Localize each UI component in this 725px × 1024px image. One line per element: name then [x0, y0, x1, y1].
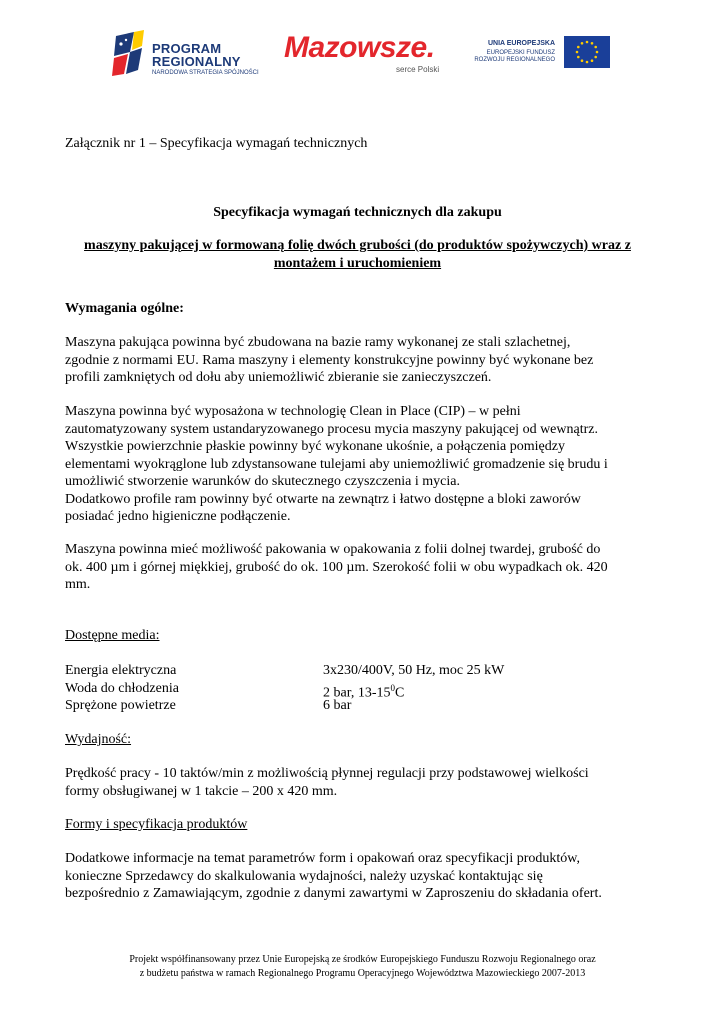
media-value: 2 bar, 13-15 — [323, 685, 391, 701]
eu-logo-line1: UNIA EUROPEJSKA — [487, 40, 555, 47]
paragraph-line: zautomatyzowany system ustandaryzowanego procesu mycia maszyny pakującej od wewnątrz. — [65, 421, 598, 437]
logo-program-line3: NARODOWA STRATEGIA SPÓJNOŚCI — [152, 70, 259, 76]
paragraph-line: zgodnie z normami EU. Rama maszyny i elementy konstrukcyjne powinny być wykonane bez — [65, 352, 594, 368]
program-regionalny-logo-icon — [112, 30, 146, 78]
logo-program-line2: REGIONALNY — [152, 54, 241, 69]
header-logos — [0, 28, 725, 88]
logo-program-line1: PROGRAM — [152, 41, 222, 56]
paragraph-line: Maszyna powinna być wyposażona w technologię Clean in Place (CIP) – w pełni — [65, 404, 521, 419]
mazowsze-logo-word: Mazowsze. — [284, 31, 435, 64]
program-regionalny-logo — [112, 28, 272, 84]
media-row-water — [65, 680, 179, 698]
general-requirements-heading: Wymagania ogólne: — [65, 301, 184, 316]
mazowsze-logo — [284, 32, 448, 82]
paragraph-line: umożliwić stworzenie warunków do skutecznego czyszczenia i mycia. — [65, 474, 460, 489]
degree-superscript: 0 — [390, 682, 395, 693]
media-row-air — [65, 697, 176, 715]
document-subtitle-line1: maszyny pakującej w formowaną folię dwóch grubości (do produktów spożywczych) wraz z — [84, 238, 631, 253]
paragraph-line: posiadać jedno higieniczne podłączenie. — [65, 509, 291, 524]
paragraph-line: Prędkość pracy - 10 taktów/min z możliwością płynnej regulacji przy podstawowej wielkości — [65, 766, 589, 781]
paragraph-line: Dodatkowo profile ram powinny być otwarte na zewnątrz i łatwo dostępne a bloki zaworów — [65, 491, 581, 507]
media-unit: C — [394, 685, 405, 701]
paragraph-line: mm. — [65, 577, 91, 592]
paragraph-line: Maszyna pakująca powinna być zbudowana na bazie ramy wykonanej ze stali szlachetnej, — [65, 335, 571, 350]
mazowsze-logo-sub: serce Polski — [396, 65, 440, 74]
media-value: 3x230/400V, 50 Hz, moc 25 kW — [323, 663, 505, 678]
paragraph-line: Wszystkie powierzchnie płaskie powinny być wykonane ukośnie, a połączenia pomiędzy — [65, 439, 565, 454]
paragraph-line: elementami wyokrąglone lub zdystansowane tulejami aby uniemożliwić gromadzenie się brudu i — [65, 456, 608, 472]
forms-heading: Formy i specyfikacja produktów — [65, 817, 248, 832]
annex-heading: Załącznik nr 1 – Specyfikacja wymagań technicznych — [65, 136, 368, 151]
footer-line1: Projekt współfinansowany przez Unie Europejską ze środków Europejskiego Funduszu Rozwoju Regionalnego oraz — [129, 954, 596, 965]
eu-logo-line2: EUROPEJSKI FUNDUSZ — [486, 50, 555, 56]
media-label: Sprężone powietrze — [65, 698, 176, 713]
performance-heading: Wydajność: — [65, 732, 132, 747]
eu-logo — [470, 36, 610, 76]
paragraph-line: Dodatkowe informacje na temat parametrów form i opakowań oraz specyfikacji produktów, — [65, 851, 580, 866]
media-label: Energia elektryczna — [65, 663, 177, 678]
paragraph-line: formy obsługiwanej w 1 takcie – 200 x 420 mm. — [65, 783, 338, 799]
media-row-electricity — [65, 662, 176, 680]
footer — [40, 953, 685, 981]
eu-logo-line3: ROZWOJU REGIONALNEGO — [474, 57, 555, 63]
paragraph-line: bezpośrednio z Zamawiającym, zgodnie z danymi zawartymi w Zaproszeniu do składania ofert. — [65, 886, 602, 901]
paragraph-line: profili zamkniętych od dołu aby uniemożliwić zbieranie sie zanieczyszczeń. — [65, 370, 492, 385]
media-label: Woda do chłodzenia — [65, 680, 179, 696]
footer-line2: z budżetu państwa w ramach Regionalnego Programu Operacyjnego Województwa Mazowieckiego 2007-2013 — [139, 968, 586, 979]
document-title: Specyfikacja wymagań technicznych dla zakupu — [213, 205, 502, 220]
eu-flag-icon — [564, 36, 610, 68]
media-value: 6 bar — [323, 698, 352, 713]
media-heading: Dostępne media: — [65, 628, 160, 643]
paragraph-line: Maszyna powinna mieć możliwość pakowania w opakowania z folii dolnej twardej, grubość do — [65, 542, 601, 557]
paragraph-line: konieczne Sprzedawcy do skalkulowania wydajności, należy uzyskać kontaktując się — [65, 868, 543, 884]
paragraph-line: ok. 400 µm i górnej miękkiej, grubość do ok. 100 µm. Szerokość folii w obu wypadkach ok. 420 — [65, 559, 608, 575]
document-subtitle-line2: montażem i uruchomieniem — [273, 255, 442, 271]
